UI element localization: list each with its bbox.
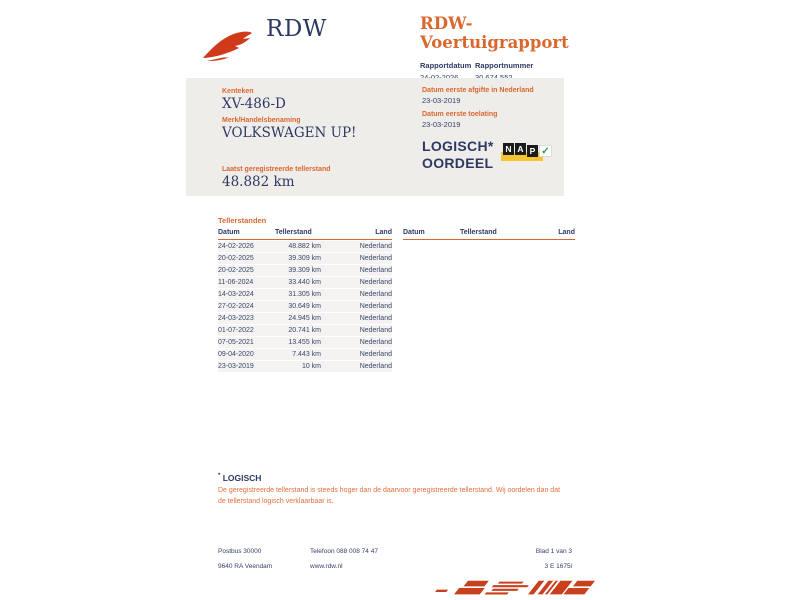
report-number-label: Rapportnummer <box>475 61 534 70</box>
eerste-afgifte-label: Datum eerste afgifte in Nederland <box>422 87 534 94</box>
cell-datum: 07-05-2021 <box>218 338 254 346</box>
column-header-tellerstand: Tellerstand <box>460 229 497 236</box>
nap-logo <box>503 143 551 165</box>
footer-website: www.rdw.nl <box>310 562 343 570</box>
footer-page-number: Blad 1 van 3 <box>535 548 572 555</box>
table-body <box>218 241 392 372</box>
table-row <box>218 313 392 324</box>
footnote-asterisk: * <box>218 473 221 480</box>
cell-tellerstand: 48.882 km <box>288 242 321 250</box>
table-row <box>218 349 392 360</box>
merk-label: Merk/Handelsbenaming <box>222 117 301 124</box>
cell-datum: 09-04-2020 <box>218 350 254 358</box>
cell-land: Nederland <box>359 362 392 370</box>
cell-datum: 01-07-2022 <box>218 326 254 334</box>
cell-land: Nederland <box>359 314 392 322</box>
cell-land: Nederland <box>359 290 392 298</box>
table-header <box>218 229 392 240</box>
kenteken-value: XV-486-D <box>222 96 286 112</box>
rdw-logo <box>198 16 327 62</box>
cell-datum: 24-03-2023 <box>218 314 254 322</box>
table-row <box>218 361 392 372</box>
kenteken-label: Kenteken <box>222 88 254 95</box>
laatste-tellerstand-value: 48.882 km <box>222 174 295 190</box>
footnote-title-text: LOGISCH <box>222 473 262 483</box>
footer-phone: Telefoon 088 008 74 47 <box>310 548 378 555</box>
footer-form-code: 3 E 1675l <box>544 562 572 570</box>
report-date-label: Rapportdatum <box>420 61 472 70</box>
column-header-datum: Datum <box>218 229 240 236</box>
cell-land: Nederland <box>359 350 392 358</box>
footer-address-line1: Postbus 30000 <box>218 548 262 555</box>
cell-tellerstand: 30.649 km <box>288 302 321 310</box>
table-row <box>218 325 392 336</box>
table-row <box>218 301 392 312</box>
oordeel-line1: LOGISCH* <box>422 138 494 154</box>
cell-tellerstand: 39.309 km <box>288 266 321 274</box>
cell-datum: 23-03-2019 <box>218 362 254 370</box>
cell-land: Nederland <box>359 266 392 274</box>
logisch-footnote <box>218 473 563 507</box>
table-row <box>218 289 392 300</box>
nap-letter-p: P <box>527 145 538 157</box>
footnote-text: De geregistreerde tellerstand is steeds hoger dan de daarvoor geregistreerde tellerstand. Wij oordelen dan dat de tellerstand logisch verklaarbaar is. <box>218 487 561 505</box>
tellerstanden-table-right <box>403 229 575 372</box>
table-row <box>218 337 392 348</box>
column-header-land: Land <box>375 229 392 236</box>
nap-letter-a: A <box>515 143 526 155</box>
table-row <box>218 265 392 276</box>
cell-datum: 11-06-2024 <box>218 278 254 286</box>
cell-land: Nederland <box>359 326 392 334</box>
page-title: RDW-Voertuigrapport <box>420 14 569 52</box>
eerste-toelating-label: Datum eerste toelating <box>422 111 498 118</box>
merk-value: VOLKSWAGEN UP! <box>222 125 357 141</box>
nap-check-icon: ✓ <box>539 145 552 157</box>
cell-land: Nederland <box>359 278 392 286</box>
cell-tellerstand: 10 km <box>301 362 321 370</box>
cell-tellerstand: 31.305 km <box>288 290 321 298</box>
footer-address-line2: 9640 RA Veendam <box>218 562 273 570</box>
column-header-land: Land <box>558 229 575 236</box>
report-header <box>420 14 600 82</box>
cell-datum: 27-02-2024 <box>218 302 254 310</box>
cell-datum: 14-03-2024 <box>218 290 254 298</box>
table-header <box>403 229 575 240</box>
table-row <box>218 241 392 252</box>
cell-tellerstand: 33.440 km <box>288 278 321 286</box>
table-row <box>218 253 392 264</box>
cell-datum: 20-02-2025 <box>218 266 254 274</box>
tellerstanden-title: Tellerstanden <box>218 216 267 225</box>
vehicle-summary-panel <box>186 78 564 196</box>
cell-tellerstand: 20.741 km <box>288 326 321 334</box>
cell-land: Nederland <box>359 338 392 346</box>
footnote-title <box>218 473 563 483</box>
nap-letter-n: N <box>503 143 514 155</box>
cell-land: Nederland <box>359 254 392 262</box>
eerste-toelating-value: 23-03-2019 <box>422 120 461 129</box>
tellerstanden-section <box>218 216 575 372</box>
eerste-afgifte-value: 23-03-2019 <box>422 96 461 105</box>
table-row <box>218 277 392 288</box>
cell-tellerstand: 13.455 km <box>288 338 321 346</box>
cell-datum: 20-02-2025 <box>218 254 254 262</box>
laatste-tellerstand-label: Laatst geregistreerde tellerstand <box>222 166 331 173</box>
column-header-datum: Datum <box>403 229 425 236</box>
tellerstanden-table-left <box>218 229 392 372</box>
cell-land: Nederland <box>359 302 392 310</box>
column-header-tellerstand: Tellerstand <box>275 229 312 236</box>
cell-land: Nederland <box>359 242 392 250</box>
cell-tellerstand: 39.309 km <box>288 254 321 262</box>
rdw-logo-text: RDW <box>266 16 327 42</box>
cell-datum: 24-02-2026 <box>218 242 254 250</box>
cell-tellerstand: 24.945 km <box>288 314 321 322</box>
page-footer <box>218 548 572 577</box>
speed-stripes-graphic <box>428 576 613 600</box>
rdw-wing-icon <box>198 22 260 62</box>
cell-tellerstand: 7.443 km <box>292 350 321 358</box>
oordeel-line2: OORDEEL <box>422 155 494 171</box>
